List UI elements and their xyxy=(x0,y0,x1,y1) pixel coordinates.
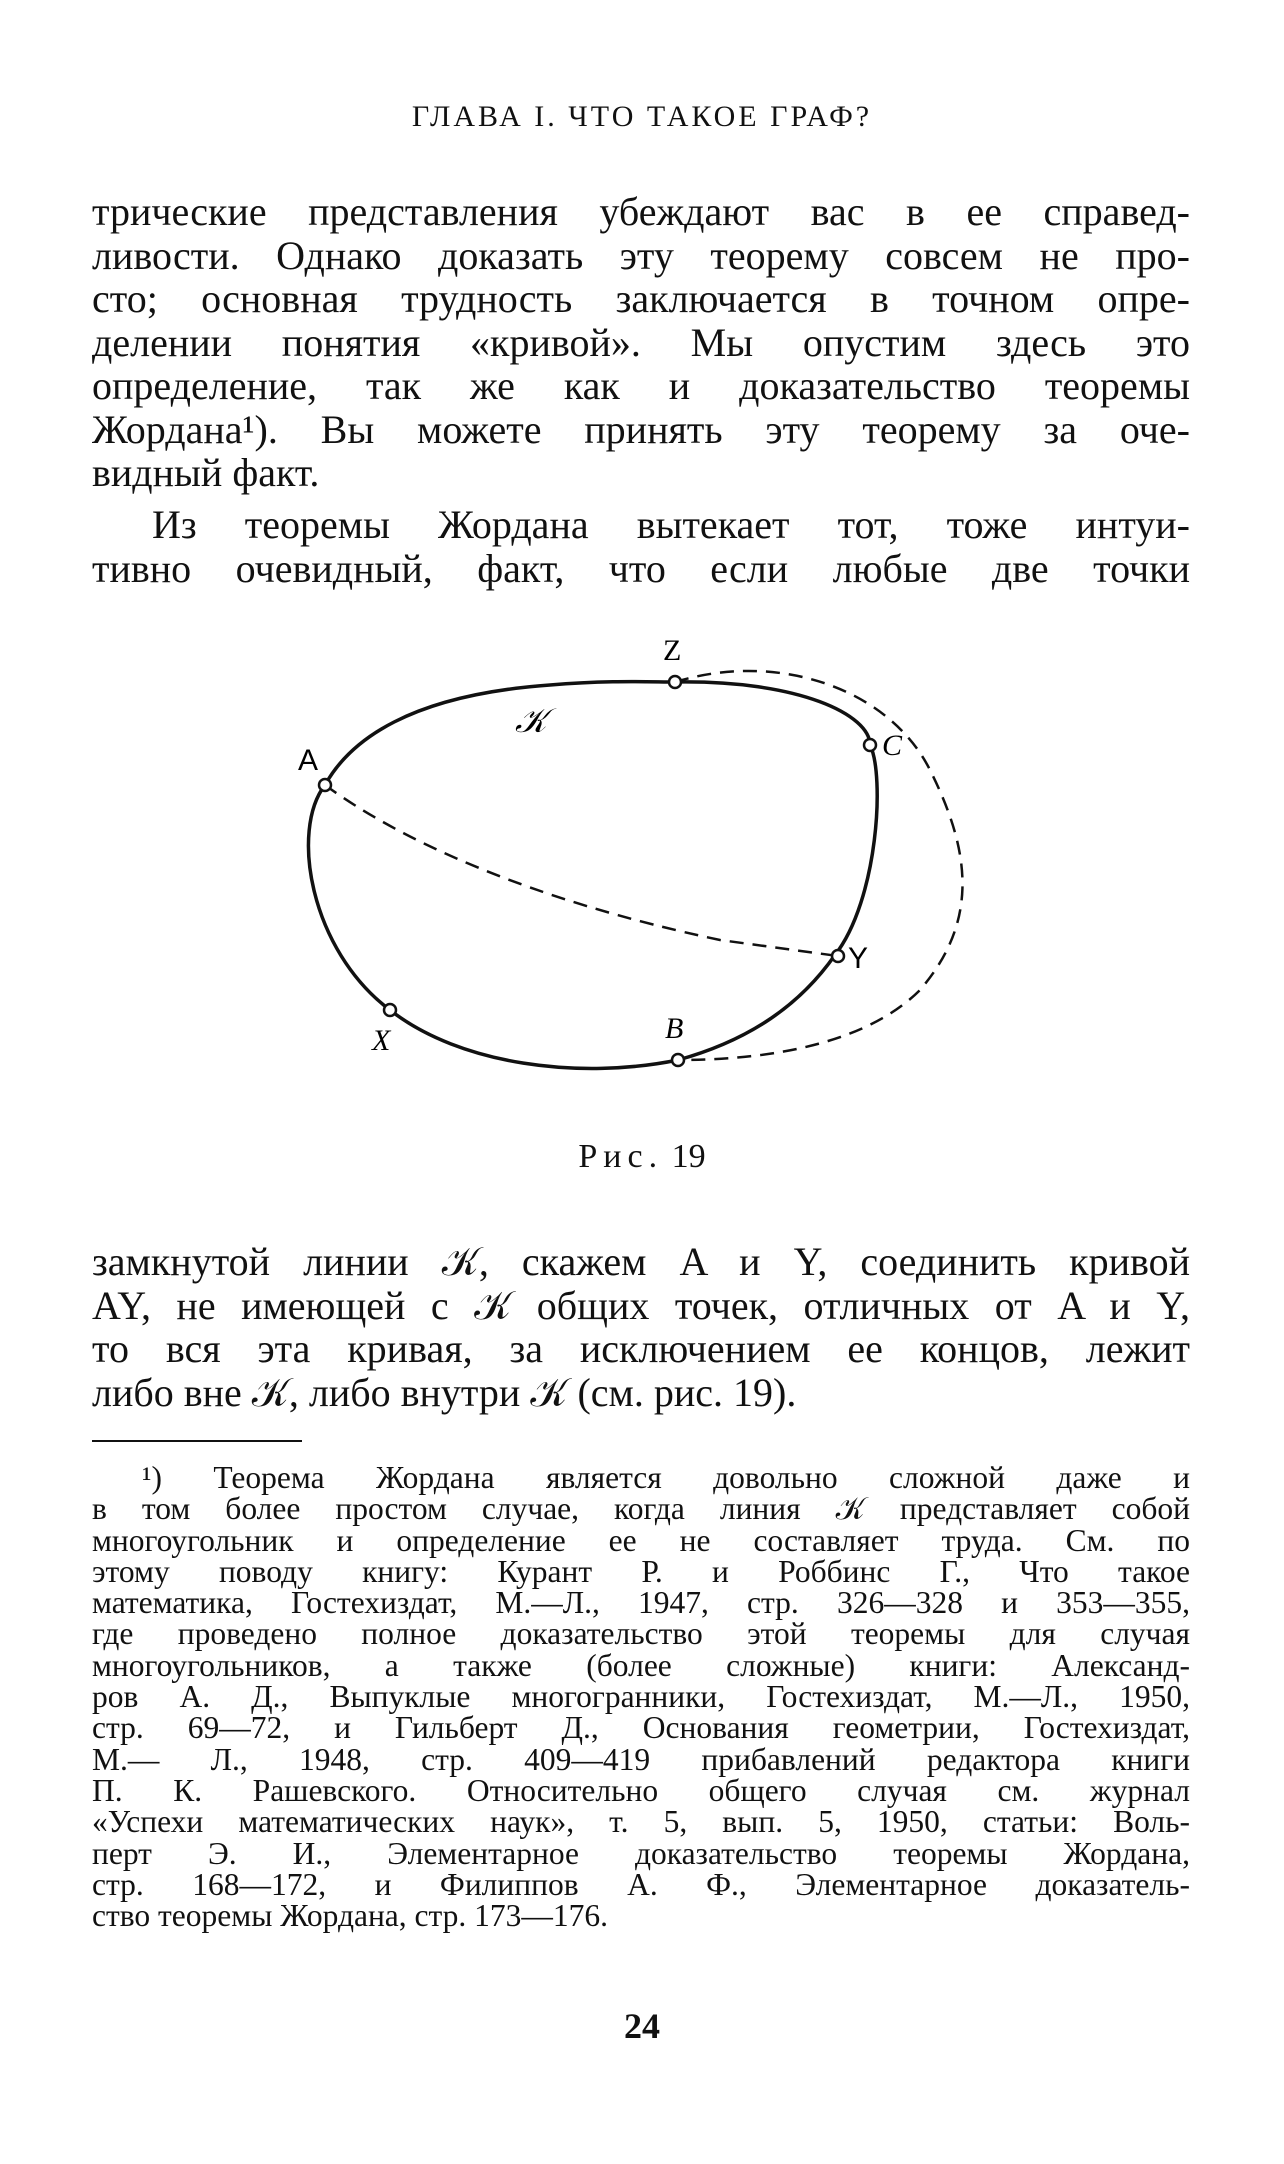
footnote-line: этому поводу книгу: Курант Р. и Роббинс Г., Что такое xyxy=(92,1553,1190,1589)
footnote xyxy=(92,1460,1190,1934)
text-line: тивно очевидный, факт, что если любые две точки xyxy=(92,545,1190,591)
label-a: A xyxy=(298,744,319,777)
figure-caption xyxy=(0,1138,1284,1176)
text-line: Жордана¹). Вы можете принять эту теорему за оче- xyxy=(92,406,1190,452)
text-line: сто; основная трудность заключается в точном опре- xyxy=(92,276,1190,321)
footnote-line: многоугольник и определение ее не составляет труда. См. по xyxy=(92,1522,1190,1558)
text-line: ливости. Однако доказать эту теорему совсем не про- xyxy=(92,232,1190,278)
footnote-line: где проведено полное доказательство этой теоремы для случая xyxy=(92,1616,1190,1652)
text-line: либо вне 𝒦, либо внутри 𝒦 (см. рис. 19). xyxy=(92,1369,797,1415)
paragraph-1 xyxy=(92,190,1190,495)
label-b: B xyxy=(665,1012,684,1045)
text-line: Из теоремы Жордана вытекает тот, тоже интуи- xyxy=(152,502,1190,547)
footnote-line: М.— Л., 1948, стр. 409—419 прибавлений редактора книги xyxy=(92,1741,1190,1777)
point-z xyxy=(669,676,681,688)
text-line: замкнутой линии 𝒦, скажем A и Y, соединить кривой xyxy=(92,1239,1190,1284)
footnote-line: многоугольников, а также (более сложные) книги: Александ- xyxy=(92,1647,1190,1683)
label-x: X xyxy=(372,1024,391,1057)
text-line: то вся эта кривая, за исключением ее концов, лежит xyxy=(92,1326,1190,1371)
label-z: Z xyxy=(663,634,682,667)
footnote-separator xyxy=(92,1440,302,1442)
point-a xyxy=(319,779,331,791)
text-line: видный факт. xyxy=(92,450,320,495)
paragraph-2 xyxy=(92,503,1190,590)
footnote-line: ¹) Теорема Жордана является довольно сложной даже и xyxy=(142,1460,1190,1495)
text-line: AY, не имеющей с 𝒦 общих точек, отличных от A и Y, xyxy=(92,1282,1190,1328)
label-y: Y xyxy=(848,942,869,975)
figure-19-jordan-curve xyxy=(280,620,1040,1140)
point-b xyxy=(672,1054,684,1066)
text-line: трические представления убеждают вас в ее справед- xyxy=(92,189,1190,234)
footnote-line: в том более простом случае, когда линия 𝒦 представляет собой xyxy=(92,1491,1190,1527)
text-line: делении понятия «кривой». Мы опустим здесь это xyxy=(92,319,1190,365)
text-line: определение, так же как и доказательство теоремы xyxy=(92,363,1190,408)
footnote-line: математика, Гостехиздат, М.—Л., 1947, стр. 326—328 и 353—355, xyxy=(92,1585,1190,1621)
label-c: C xyxy=(882,729,903,762)
dashed-curve-z-b xyxy=(675,671,963,1060)
page-number: 24 xyxy=(624,2006,660,2046)
footnote-line: «Успехи математических наук», т. 5, вып. 5, 1950, статьи: Воль- xyxy=(92,1804,1190,1840)
running-header: ГЛАВА I. ЧТО ТАКОЕ ГРАФ? xyxy=(411,100,873,133)
footnote-line: стр. 69—72, и Гильберт Д., Основания геометрии, Гостехиздат, xyxy=(92,1710,1190,1746)
footnote-line: ров А. Д., Выпуклые многогранники, Гостехиздат, М.—Л., 1950, xyxy=(92,1679,1190,1715)
paragraph-3 xyxy=(92,1240,1190,1414)
dashed-curve-a-y xyxy=(325,785,838,956)
point-y xyxy=(832,950,844,962)
footnote-line: ство теоремы Жордана, стр. 173—176. xyxy=(92,1898,609,1934)
footnote-line: стр. 168—172, и Филиппов А. Ф., Элементарное доказатель- xyxy=(92,1866,1190,1902)
caption-prefix: Рис. xyxy=(578,1138,664,1175)
label-k: 𝒦 xyxy=(515,701,547,741)
point-x xyxy=(384,1004,396,1016)
footnote-line: перт Э. И., Элементарное доказательство теоремы Жордана, xyxy=(92,1835,1190,1871)
footnote-line: П. К. Рашевского. Относительно общего случая см. журнал xyxy=(92,1772,1190,1808)
point-c xyxy=(864,739,876,751)
caption-number: 19 xyxy=(671,1138,706,1175)
